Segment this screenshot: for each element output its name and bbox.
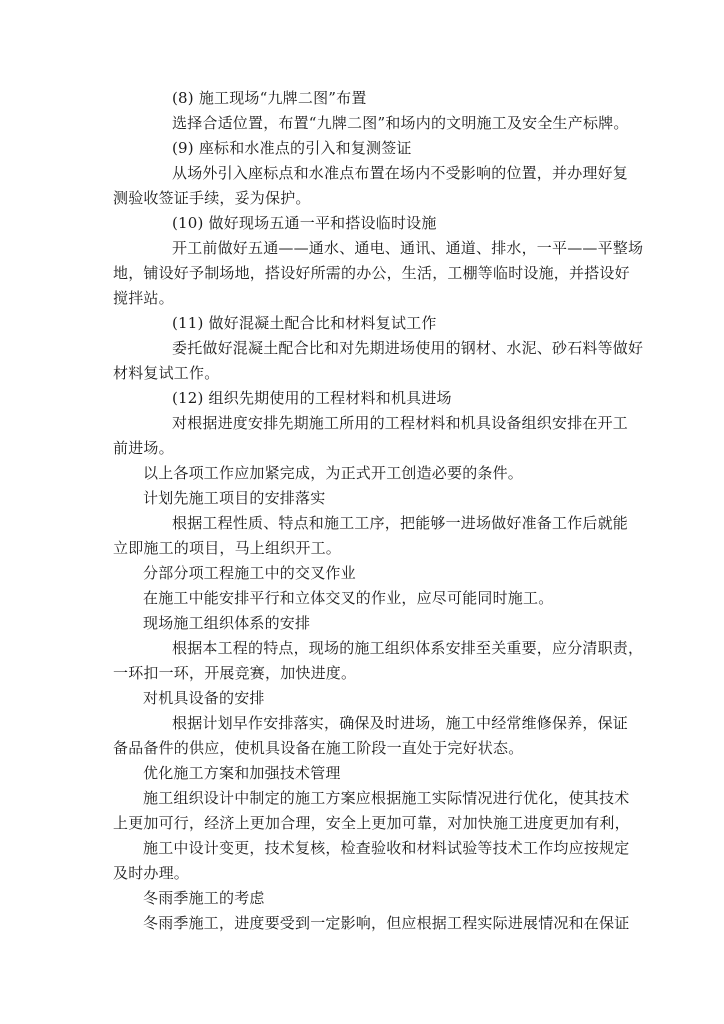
section-heading: 优化施工方案和加强技术管理 <box>143 764 341 782</box>
heading-item-11: (11) 做好混凝土配合比和材料复试工作 <box>172 314 437 332</box>
section-heading: 计划先施工项目的安排落实 <box>143 489 326 507</box>
paragraph-line: 备品备件的供应，使机具设备在施工阶段一直处于完好状态。 <box>113 739 524 757</box>
paragraph-line: 立即施工的项目，马上组织开工。 <box>113 539 342 557</box>
section-heading: 冬雨季施工的考虑 <box>143 889 265 907</box>
paragraph-line: 冬雨季施工，进度要受到一定影响，但应根据工程实际进展情况和在保证 <box>143 914 630 932</box>
paragraph-line: 从场外引入座标点和水准点布置在场内不受影响的位置，并办理好复 <box>172 164 629 182</box>
paragraph-line: 及时办理。 <box>113 864 190 882</box>
section-heading: 现场施工组织体系的安排 <box>143 614 311 632</box>
paragraph-line: 选择合适位置，布置“九牌二图”和场内的文明施工及安全生产标牌。 <box>172 114 629 132</box>
paragraph-line: 一环扣一环，开展竞赛，加快进度。 <box>113 664 357 682</box>
paragraph-line: 地，铺设好予制场地，搭设好所需的办公，生活，工棚等临时设施，并搭设好 <box>113 264 630 282</box>
section-heading: 对机具设备的安排 <box>143 689 265 707</box>
paragraph-line: 前进场。 <box>113 439 174 457</box>
paragraph-line: 根据计划早作安排落实，确保及时进场，施工中经常维修保养，保证 <box>172 714 629 732</box>
paragraph-line: 施工中设计变更，技术复核，检查验收和材料试验等技术工作均应按规定 <box>143 839 630 857</box>
paragraph-line: 测验收签证手续，妥为保护。 <box>113 189 311 207</box>
paragraph-line: 根据本工程的特点，现场的施工组织体系安排至关重要，应分清职责， <box>172 639 644 657</box>
paragraph-line: 在施工中能安排平行和立体交叉的作业，应尽可能同时施工。 <box>143 589 554 607</box>
paragraph-line: 上更加可行，经济上更加合理，安全上更加可靠，对加快施工进度更加有利， <box>113 814 630 832</box>
paragraph-line: 以上各项工作应加紧完成，为正式开工创造必要的条件。 <box>143 464 524 482</box>
paragraph-line: 根据工程性质、特点和施工工序，把能够一进场做好准备工作后就能 <box>172 514 629 532</box>
paragraph-line: 材料复试工作。 <box>113 364 220 382</box>
paragraph-line: 对根据进度安排先期施工所用的工程材料和机具设备组织安排在开工 <box>172 414 629 432</box>
paragraph-line: 施工组织设计中制定的施工方案应根据施工实际情况进行优化，使其技术 <box>143 789 630 807</box>
paragraph-line: 搅拌站。 <box>113 289 174 307</box>
heading-item-10: (10) 做好现场五通一平和搭设临时设施 <box>172 214 437 232</box>
paragraph-line: 委托做好混凝土配合比和对先期进场使用的钢材、水泥、砂石料等做好 <box>172 339 644 357</box>
heading-item-9: (9) 座标和水准点的引入和复测签证 <box>172 139 412 157</box>
heading-item-8: (8) 施工现场“九牌二图”布置 <box>172 89 367 107</box>
heading-item-12: (12) 组织先期使用的工程材料和机具进场 <box>172 389 452 407</box>
paragraph-line: 开工前做好五通——通水、通电、通讯、通道、排水，一平——平整场 <box>172 239 644 257</box>
section-heading: 分部分项工程施工中的交叉作业 <box>143 564 356 582</box>
